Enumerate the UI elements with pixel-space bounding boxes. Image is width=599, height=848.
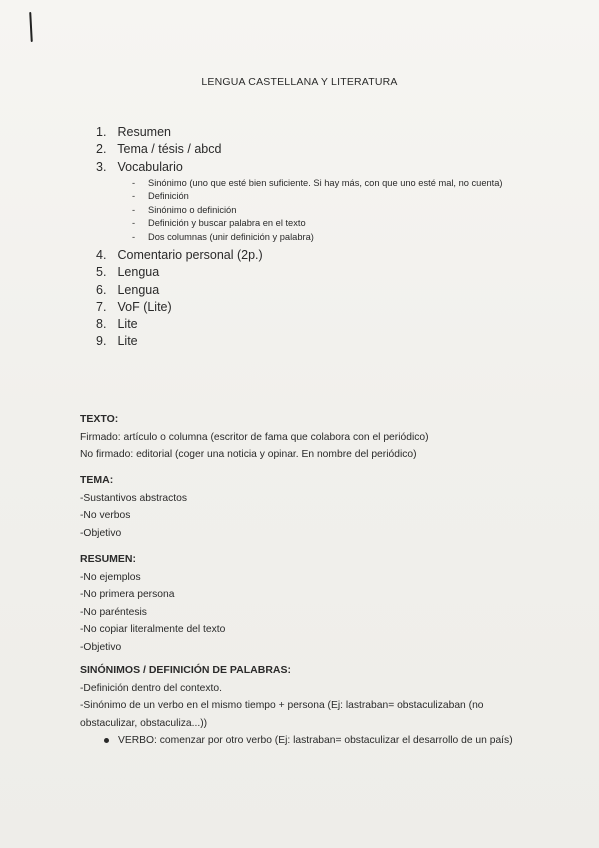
item-text: Lengua	[117, 282, 160, 297]
exam-parts-list	[96, 124, 508, 351]
section-heading: TEMA:	[80, 474, 114, 486]
section-line: -Sustantivos abstractos	[80, 492, 188, 504]
item-number: 8.	[96, 317, 107, 332]
item-number: 9.	[96, 334, 107, 349]
list-item	[96, 124, 508, 141]
item-number: 7.	[96, 299, 107, 314]
item-number: 5.	[96, 265, 107, 280]
texto-section	[80, 411, 540, 464]
vocabulario-sublist	[132, 177, 508, 244]
section-line: No firmado: editorial (coger una noticia y opinar. En nombre del periódico)	[80, 449, 417, 460]
section-line: -No copiar literalmente del texto	[80, 624, 226, 635]
item-number: 1.	[96, 125, 107, 139]
sub-item: - Sinónimo o definición	[132, 204, 508, 217]
section-line: -No paréntesis	[80, 606, 147, 618]
pen-mark	[29, 12, 33, 42]
sinonimos-section	[80, 662, 525, 750]
item-text: Vocabulario	[117, 159, 183, 174]
section-line: -Objetivo	[80, 527, 122, 539]
item-text: Lite	[117, 317, 138, 332]
vocabulario-sublist-wrapper	[96, 177, 508, 244]
list-item	[96, 247, 508, 264]
list-item	[96, 299, 508, 316]
item-number: 2.	[96, 142, 107, 157]
section-heading: SINÓNIMOS / DEFINICIÓN DE PALABRAS:	[80, 664, 291, 676]
item-text: VoF (Lite)	[117, 299, 172, 314]
item-number: 6.	[96, 282, 107, 297]
bullet-text: VERBO: comenzar por otro verbo (Ej: lastraban= obstaculizar el desarrollo de un país)	[118, 735, 513, 746]
sub-item: - Definición	[132, 190, 508, 203]
list-item	[96, 316, 508, 333]
section-heading: TEXTO:	[80, 413, 119, 425]
item-text: Resumen	[117, 125, 171, 139]
bullet-item	[80, 732, 525, 750]
sub-item: - Dos columnas (unir definición y palabra)	[132, 231, 508, 244]
list-item	[96, 141, 508, 158]
list-item	[96, 282, 508, 299]
item-text: Comentario personal (2p.)	[117, 247, 263, 262]
section-line: -No ejemplos	[80, 571, 141, 583]
item-number: 4.	[96, 247, 107, 262]
item-number: 3.	[96, 159, 107, 174]
section-line: -No verbos	[80, 510, 131, 521]
section-line: -Sinónimo de un verbo en el mismo tiempo + persona (Ej: lastraban= obstaculizaban (no obstaculizar, obstaculiza...))	[80, 700, 484, 729]
sub-item: - Sinónimo (uno que esté bien suficiente. Si hay más, con que uno esté mal, no cuenta)	[132, 177, 508, 190]
section-line: Firmado: artículo o columna (escritor de fama que colabora con el periódico)	[80, 431, 429, 443]
item-text: Lengua	[117, 265, 160, 280]
section-line: -Objetivo	[80, 641, 122, 653]
section-heading: RESUMEN:	[80, 553, 137, 565]
resumen-section	[80, 551, 540, 656]
list-item	[96, 264, 508, 281]
tema-section	[80, 472, 540, 542]
list-item	[96, 159, 508, 176]
list-item	[96, 333, 508, 350]
item-text: Lite	[117, 334, 138, 349]
item-text: Tema / tésis / abcd	[117, 142, 222, 157]
section-line: -Definición dentro del contexto.	[80, 682, 222, 694]
sub-item: - Definición y buscar palabra en el texto	[132, 217, 508, 230]
bullet-dot	[104, 738, 109, 743]
section-line: -No primera persona	[80, 589, 175, 600]
page-title: LENGUA CASTELLANA Y LITERATURA	[201, 76, 398, 88]
